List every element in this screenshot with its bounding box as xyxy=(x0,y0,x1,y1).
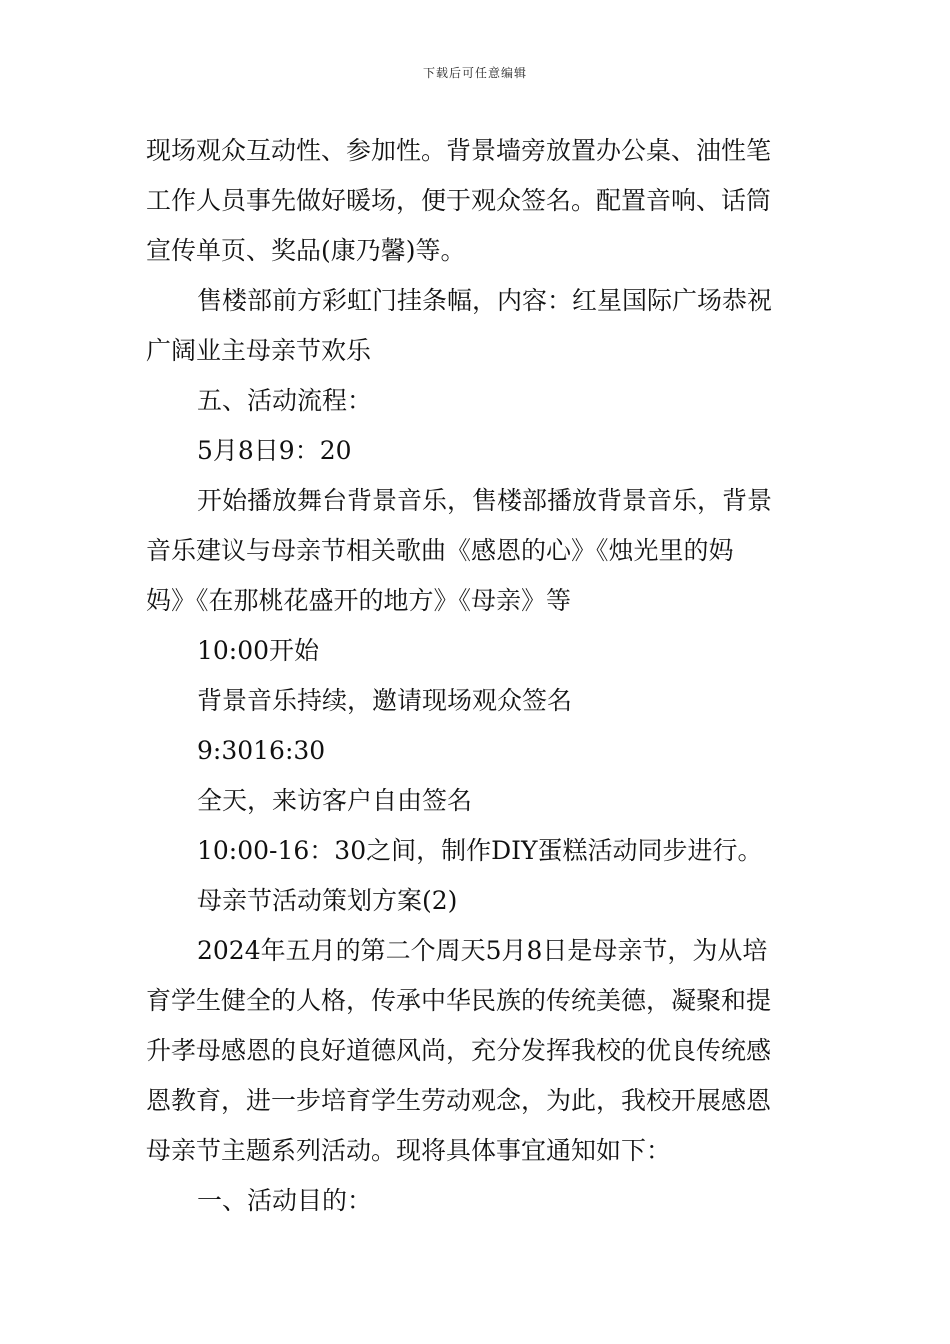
paragraph xyxy=(146,476,810,626)
text-line: 一、活动目的： xyxy=(197,1186,373,1215)
text-line: 育学生健全的人格，传承中华民族的传统美德，凝聚和提 xyxy=(146,986,772,1015)
text-line: 10:00-16：30之间，制作DIY蛋糕活动同步进行。 xyxy=(197,836,763,865)
document-body xyxy=(146,126,810,1226)
text-line: 开始播放舞台背景音乐，售楼部播放背景音乐，背景 xyxy=(197,486,773,515)
text-line: 五、活动流程： xyxy=(197,386,373,415)
paragraph xyxy=(146,276,810,376)
section-heading xyxy=(146,1176,810,1226)
text-line: 售楼部前方彩虹门挂条幅，内容：红星国际广场恭祝 xyxy=(197,286,773,315)
paragraph xyxy=(146,776,810,826)
text-line: 妈》《在那桃花盛开的地方》《母亲》等 xyxy=(146,586,572,615)
document-subtitle xyxy=(146,876,810,926)
paragraph xyxy=(146,726,810,776)
paragraph xyxy=(146,426,810,476)
text-line: 5月8日9：20 xyxy=(197,436,352,465)
text-line: 母亲节活动策划方案(2) xyxy=(197,886,458,915)
text-line: 10:00开始 xyxy=(197,636,320,665)
text-line: 工作人员事先做好暖场，便于观众签名。配置音响、话筒 xyxy=(146,186,772,215)
text-line: 9:3016:30 xyxy=(197,736,326,765)
text-line: 广阔业主母亲节欢乐 xyxy=(146,336,372,365)
text-line: 背景音乐持续，邀请现场观众签名 xyxy=(197,686,573,715)
section-heading xyxy=(146,376,810,426)
paragraph xyxy=(146,926,810,1176)
text-line: 恩教育，进一步培育学生劳动观念，为此，我校开展感恩 xyxy=(146,1086,772,1115)
text-line: 全天，来访客户自由签名 xyxy=(197,786,473,815)
paragraph xyxy=(146,626,810,676)
text-line: 音乐建议与母亲节相关歌曲《感恩的心》《烛光里的妈 xyxy=(146,536,734,565)
text-line: 现场观众互动性、参加性。背景墙旁放置办公桌、油性笔 xyxy=(146,136,772,165)
paragraph xyxy=(146,676,810,726)
text-line: 升孝母感恩的良好道德风尚，充分发挥我校的优良传统感 xyxy=(146,1036,772,1065)
paragraph xyxy=(146,826,810,876)
text-line: 2024年五月的第二个周天5月8日是母亲节，为从培 xyxy=(197,936,768,965)
paragraph xyxy=(146,126,810,276)
text-line: 母亲节主题系列活动。现将具体事宜通知如下： xyxy=(146,1136,672,1165)
text-line: 宣传单页、奖品(康乃馨)等。 xyxy=(146,236,466,265)
page-header-note: 下载后可任意编辑 xyxy=(422,66,527,80)
